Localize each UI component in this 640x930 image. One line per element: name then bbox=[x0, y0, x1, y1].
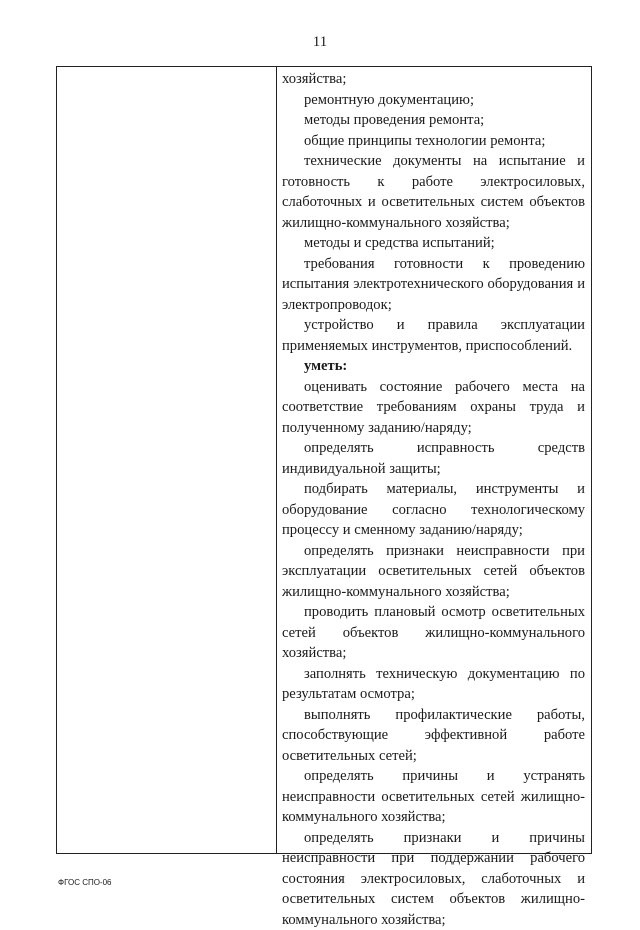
paragraph: требования готовности к проведению испытания электротехнического оборудования и электропроводок; bbox=[282, 254, 585, 316]
footer-label: ФГОС СПО-06 bbox=[58, 878, 112, 887]
paragraph: общие принципы технологии ремонта; bbox=[282, 131, 585, 152]
paragraph: заполнять техническую документацию по результатам осмотра; bbox=[282, 664, 585, 705]
paragraph: устройство и правила эксплуатации применяемых инструментов, приспособлений. bbox=[282, 315, 585, 356]
paragraph: определять признаки неисправности при эксплуатации осветительных сетей объектов жилищно-коммунального хозяйства; bbox=[282, 541, 585, 603]
content-table bbox=[56, 66, 592, 854]
paragraph: методы и средства испытаний; bbox=[282, 233, 585, 254]
page-number: 11 bbox=[0, 34, 640, 51]
paragraph: методы проведения ремонта; bbox=[282, 110, 585, 131]
paragraph: проводить плановый осмотр осветительных сетей объектов жилищно-коммунального хозяйства; bbox=[282, 602, 585, 664]
paragraph: ремонтную документацию; bbox=[282, 90, 585, 111]
paragraph: оценивать состояние рабочего места на соответствие требованиям охраны труда и полученному заданию/наряду; bbox=[282, 377, 585, 439]
paragraph: технические документы на испытание и готовность к работе электросиловых, слаботочных и осветительных систем объектов жилищно-коммунального хозяйства; bbox=[282, 151, 585, 233]
paragraph: определять причины и устранять неисправности осветительных сетей жилищно-коммунального хозяйства; bbox=[282, 766, 585, 828]
column-divider bbox=[276, 67, 277, 853]
paragraph: подбирать материалы, инструменты и оборудование согласно технологическому процессу и сменному заданию/наряду; bbox=[282, 479, 585, 541]
paragraph: определять признаки и причины неисправности при поддержании рабочего состояния электросиловых, слаботочных и осветительных систем объектов жилищно-коммунального хозяйства; bbox=[282, 828, 585, 930]
section-heading: уметь: bbox=[282, 356, 585, 377]
paragraph: определять исправность средств индивидуальной защиты; bbox=[282, 438, 585, 479]
paragraph: выполнять профилактические работы, способствующие эффективной работе осветительных сетей; bbox=[282, 705, 585, 767]
paragraph: хозяйства; bbox=[282, 69, 585, 90]
table-cell-content bbox=[282, 69, 585, 930]
